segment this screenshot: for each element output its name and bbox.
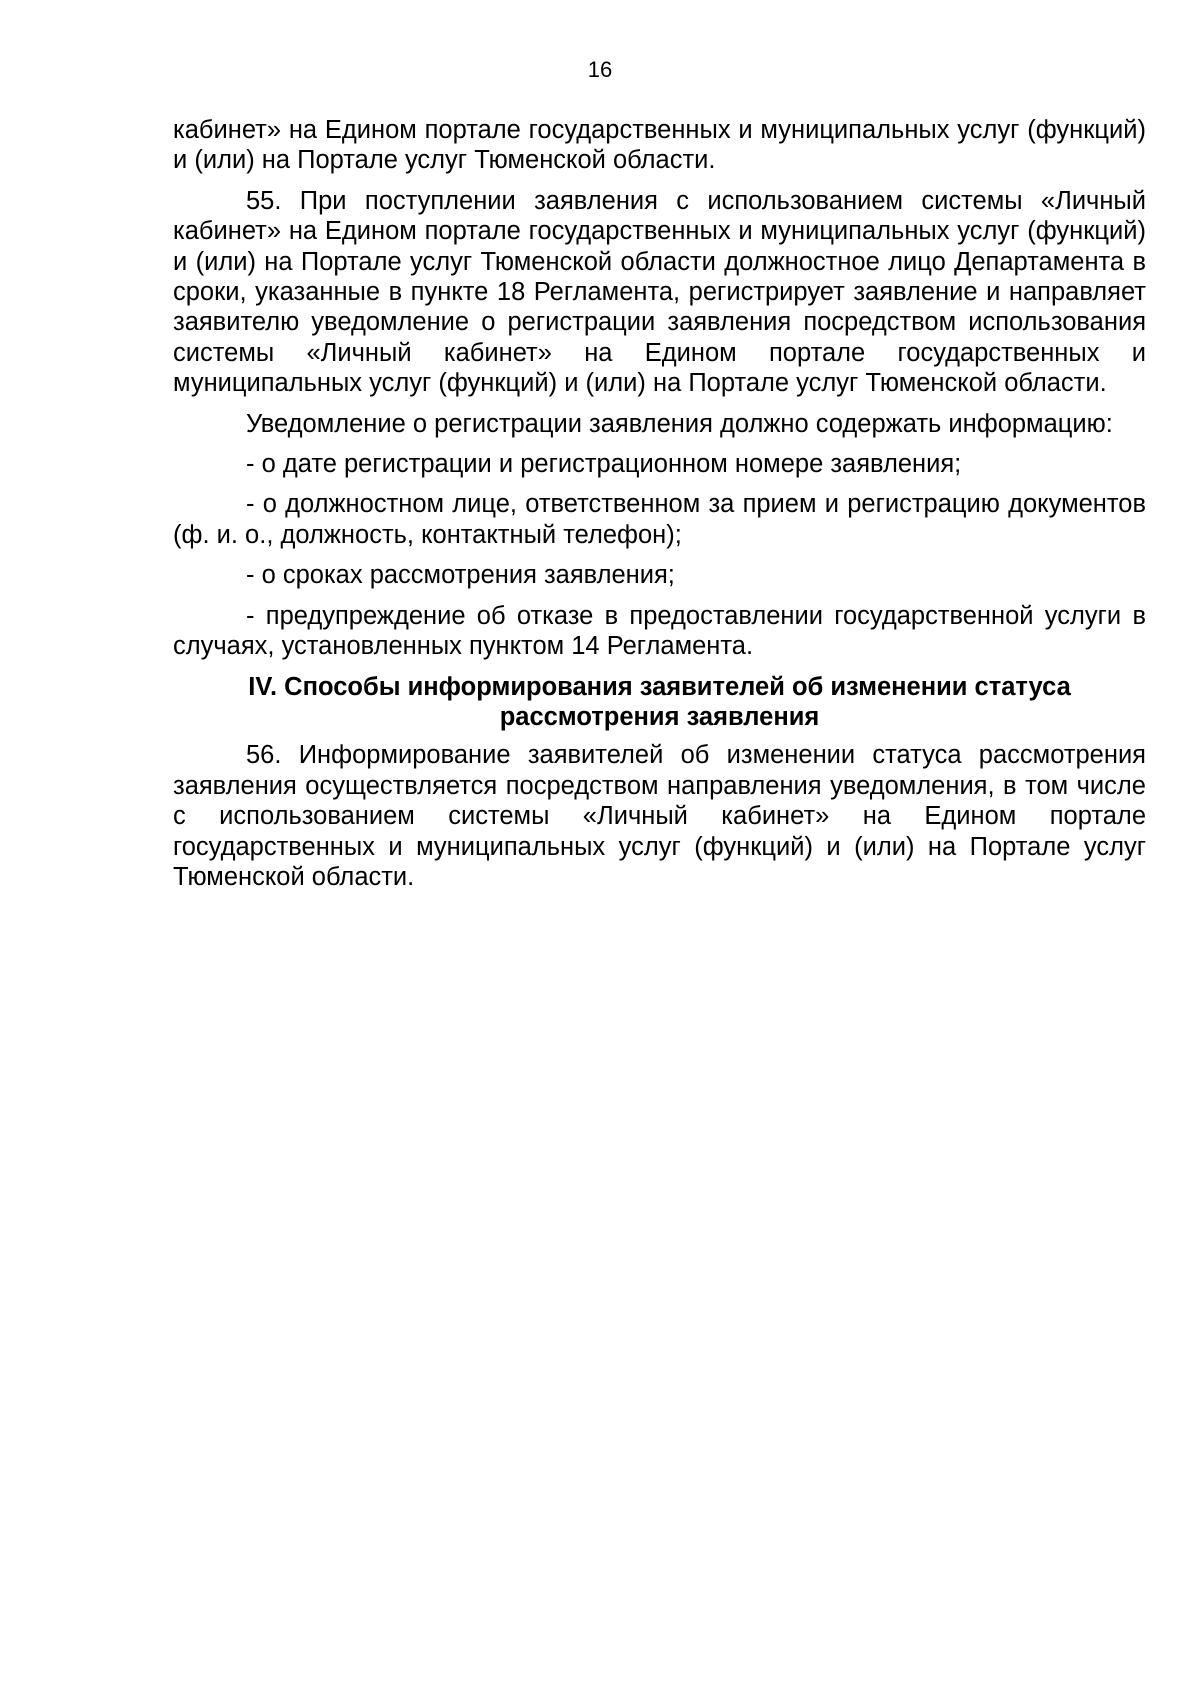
list-item-registration-date: - о дате регистрации и регистрационном номере заявления; bbox=[246, 450, 962, 479]
page-number: 16 bbox=[587, 57, 613, 82]
paragraph-notice-intro: Уведомление о регистрации заявления должно содержать информацию: bbox=[246, 409, 1113, 438]
paragraph-continuation: кабинет» на Едином портале государственных и муниципальных услуг (функций) и (или) на Портале услуг Тюменской области. bbox=[173, 116, 1146, 175]
paragraph-55: 55. При поступлении заявления с использованием системы «Личный кабинет» на Едином портале государственных и муниципальных услуг (функций) и (или) на Портале услуг Тюменской области должностное лицо Департамента в сроки, указанные в пункте 18 Регламента, регистрирует заявление и направляет заявителю уведомление о регистрации заявления посредством использования системы «Личный кабинет» на Едином портале государственных и муниципальных услуг (функций) и (или) на Портале услуг Тюменской области. bbox=[173, 186, 1146, 398]
document-body bbox=[173, 115, 1146, 902]
section-heading: IV. Способы информирования заявителей об изменении статуса рассмотрения заявления bbox=[248, 672, 1071, 731]
paragraph-56: 56. Информирование заявителей об изменении статуса рассмотрения заявления осуществляется посредством направления уведомления, в том числе с использованием системы «Личный кабинет» на Едином портале государственных и муниципальных услуг (функций) и (или) на Портале услуг Тюменской области. bbox=[173, 741, 1146, 891]
list-item-responsible-official: - о должностном лице, ответственном за прием и регистрацию документов (ф. и. о., должность, контактный телефон); bbox=[173, 490, 1146, 549]
list-item-refusal-warning: - предупреждение об отказе в предоставлении государственной услуги в случаях, установленных пунктом 14 Регламента. bbox=[173, 601, 1146, 661]
list-item-review-terms: - о сроках рассмотрения заявления; bbox=[246, 561, 675, 590]
